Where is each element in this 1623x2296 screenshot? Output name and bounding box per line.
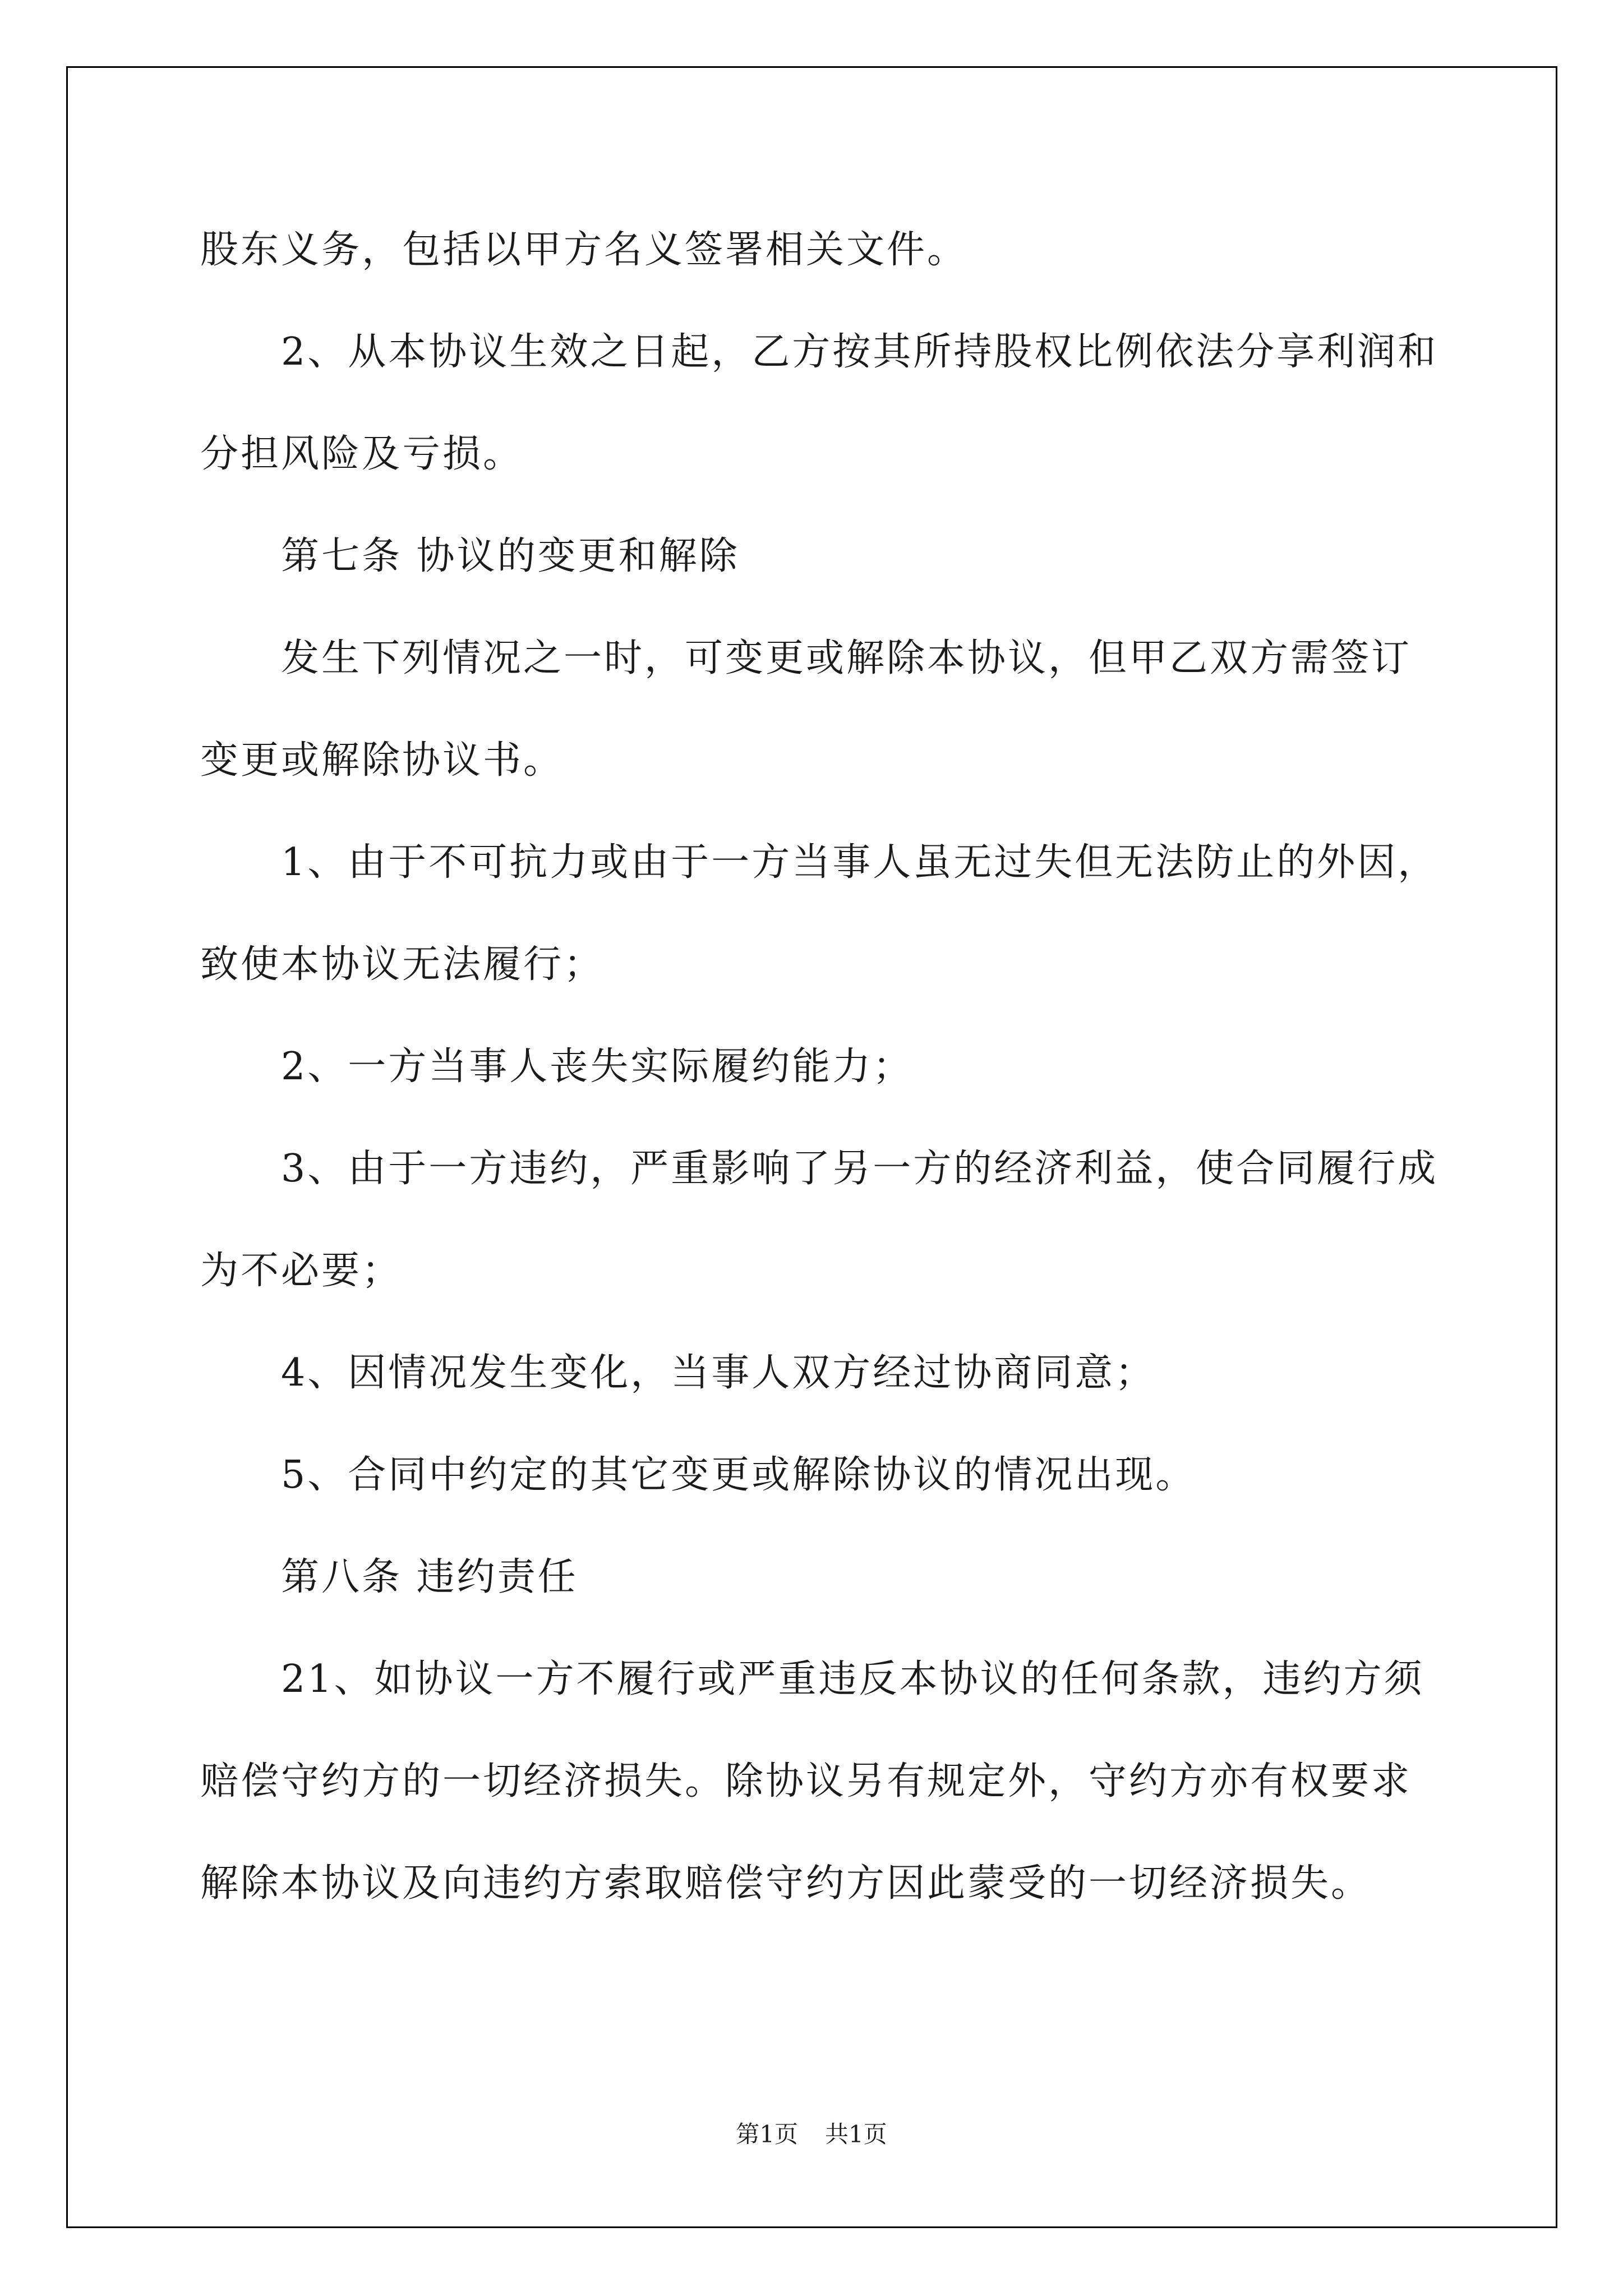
section-heading: 第七条 协议的变更和解除 (281, 534, 740, 578)
text-line: 2、一方当事人丧失实际履约能力； (281, 1045, 914, 1089)
document-body (200, 199, 1438, 1935)
text-line: 赔偿守约方的一切经济损失。除协议另有规定外，守约方亦有权要求 (200, 1759, 1412, 1803)
text-line: 变更或解除协议书。 (200, 738, 564, 783)
page-total: 共1页 (825, 2120, 887, 2148)
text-line: 为不必要； (200, 1249, 403, 1293)
text-line: 5、合同中约定的其它变更或解除协议的情况出现。 (281, 1453, 1196, 1497)
text-line: 4、因情况发生变化，当事人双方经过协商同意； (281, 1351, 1156, 1395)
text-line: 致使本协议无法履行； (200, 942, 605, 987)
text-line: 股东义务，包括以甲方名义签署相关文件。 (200, 228, 968, 272)
text-line: 解除本协议及向违约方索取赔偿守约方因此蒙受的一切经济损失。 (200, 1861, 1372, 1906)
text-line: 分担风险及亏损。 (200, 432, 524, 476)
text-line: 21、如协议一方不履行或严重违反本协议的任何条款，违约方须 (281, 1657, 1424, 1701)
section-heading: 第八条 违约责任 (281, 1555, 578, 1599)
text-line: 发生下列情况之一时，可变更或解除本协议，但甲乙双方需签订 (281, 636, 1412, 680)
text-line: 2、从本协议生效之日起，乙方按其所持股权比例依法分享利润和 (281, 330, 1438, 374)
page-number: 第1页 (736, 2120, 798, 2148)
text-line: 3、由于一方违约，严重影响了另一方的经济利益，使合同履行成 (281, 1147, 1438, 1191)
text-line: 1、由于不可抗力或由于一方当事人虽无过失但无法防止的外因， (281, 840, 1438, 885)
page-footer (0, 2118, 1623, 2151)
